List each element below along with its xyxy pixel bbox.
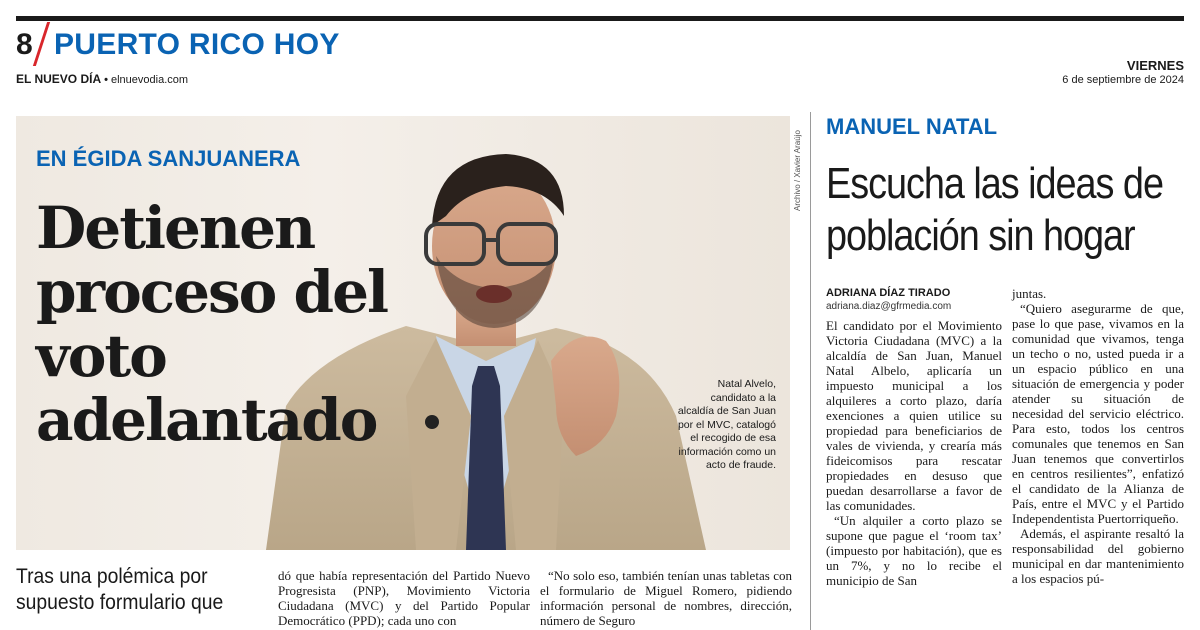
right-story-column-1	[826, 318, 1002, 588]
red-slash-divider	[33, 22, 50, 66]
paragraph: El candidato por el Movimiento Victoria Ciudadana (MVC) a la alcaldía de San Juan, Manuel Natal Albelo, aplicaría un impuesto municipal a los alquileres a corto plazo, daría exenciones a quien utilice su propiedad para beneficiarios de vales de vivienda, y crearía más fideicomisos para rescatar propiedades en desuso que puedan desarrollarse a favor de las comunidades.	[826, 318, 1002, 513]
section-title: PUERTO RICO HOY	[54, 28, 340, 61]
right-kicker: MANUEL NATAL	[826, 114, 998, 139]
lead-photo	[16, 116, 790, 550]
paper-line	[16, 72, 188, 87]
issue-date: 6 de septiembre de 2024	[1062, 74, 1184, 86]
author-email[interactable]: adriana.diaz@gfrmedia.com	[826, 301, 952, 312]
left-story-column-1	[278, 568, 530, 628]
website-link[interactable]: elnuevodia.com	[110, 74, 189, 86]
left-headline: Detienen proceso del voto adelantado	[36, 194, 388, 454]
photo-caption: Natal Alvelo, candidato a la alcaldía de San Juan por el MVC, catalogó el recogido de esa información como un acto de fraude.	[677, 378, 776, 471]
left-kicker: EN ÉGIDA SANJUANERA	[36, 146, 301, 171]
right-headline: Escucha las ideas de población sin hogar	[826, 159, 1163, 260]
paragraph: juntas.	[1012, 286, 1047, 301]
paragraph: “Quiero asegurarme de que, pase lo que pase, vivamos en la comunidad que vivamos, tenga un techo o no, usted pueda ir a un espacio público en una situación de emergencia y poder atender su situación de necesidad del servicio eléctrico. Para esto, todos los centros comunales que tenemos en San Juan tenemos que convertirlos en centros resilientes”, enfatizó el candidato de la Alianza de País, entre el MVC y el Partido Independentista Puertorriqueño.	[1012, 301, 1184, 526]
paragraph: dó que había representación del Partido Nuevo Progresista (PNP), Movimiento Victoria Ciudadana (MVC) y del Partido Popular Democrático (PPD); cada uno con	[278, 568, 530, 628]
paragraph: Además, el aspirante resaltó la responsabilidad del gobierno municipal en dar mantenimiento a los espacios pú-	[1012, 526, 1184, 586]
paper-name: EL NUEVO DÍA	[16, 72, 102, 86]
paragraph: “No solo eso, también tenían unas tabletas con el formulario de Miguel Romero, pidiendo información personal de nombres, dirección, número de Seguro	[540, 568, 792, 628]
author-byline: ADRIANA DÍAZ TIRADO	[826, 287, 951, 299]
photo-credit-text: Archivo / Xavier Araújo	[793, 130, 802, 211]
photo-credit	[792, 120, 804, 216]
top-rule	[16, 16, 1184, 21]
bullet-separator: •	[104, 74, 108, 86]
issue-day: VIERNES	[1126, 58, 1184, 73]
left-story-column-2	[540, 568, 792, 628]
paragraph: “Un alquiler a corto plazo se supone que pague el ‘room tax’ (impuesto por habitación), que es un 7%, y no lo recibe el municipio de San	[826, 513, 1002, 588]
column-divider	[810, 112, 811, 630]
page-number: 8	[16, 28, 33, 61]
left-story-deck: Tras una polémica por supuesto formulario que	[16, 565, 224, 614]
right-story-column-2	[1012, 286, 1184, 586]
